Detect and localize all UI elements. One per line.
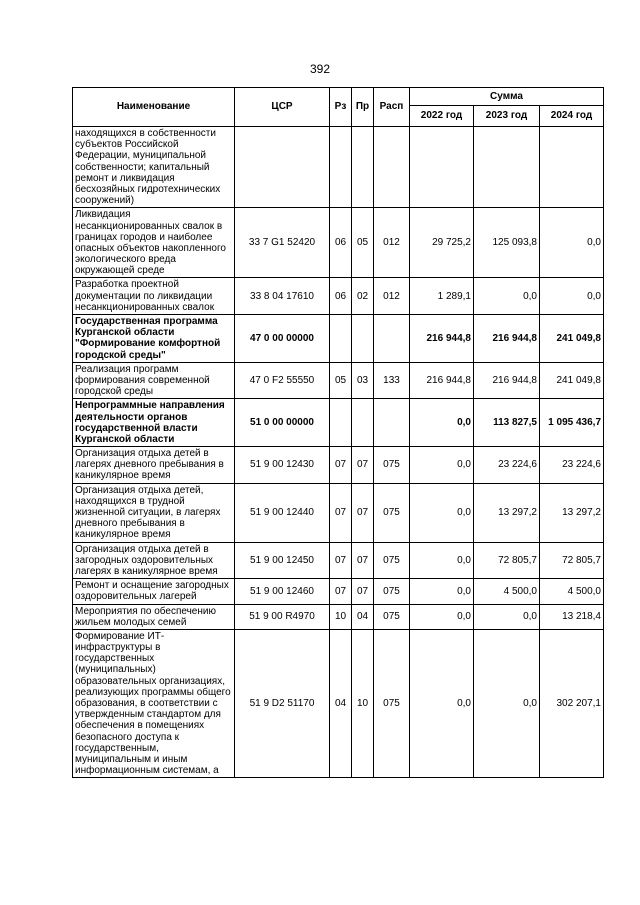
table-row: [73, 579, 604, 604]
cell-2023: 13 297,2: [474, 483, 540, 542]
cell-rasp: 012: [374, 278, 410, 315]
cell-csr: 51 9 D2 51170: [235, 629, 330, 777]
cell-name: Государственная программа Курганской области "Формирование комфортной городской среды": [73, 315, 235, 363]
cell-2024: 13 218,4: [540, 604, 604, 629]
cell-name: Формирование ИТ-инфраструктуры в государственных (муниципальных) образовательных организациях, реализующих программы общего образования, в соответствии с утвержденным стандартом для обеспечения в помещениях безопасного доступа к государственным, муниципальным и иным информационным системам, а: [73, 629, 235, 777]
budget-table: [72, 87, 604, 778]
table-row: [73, 399, 604, 447]
cell-name: Мероприятия по обеспечению жильем молодых семей: [73, 604, 235, 629]
header-rz: Рз: [330, 88, 352, 127]
cell-2024: 1 095 436,7: [540, 399, 604, 447]
cell-2023: 216 944,8: [474, 362, 540, 399]
cell-2023: 125 093,8: [474, 208, 540, 278]
cell-rz: [330, 315, 352, 363]
cell-csr: 33 8 04 17610: [235, 278, 330, 315]
cell-csr: 51 9 00 12440: [235, 483, 330, 542]
cell-2024: [540, 127, 604, 208]
table-row: [73, 483, 604, 542]
cell-rz: 07: [330, 542, 352, 579]
cell-rz: [330, 127, 352, 208]
cell-2022: 0,0: [410, 483, 474, 542]
table-row: [73, 604, 604, 629]
cell-csr: 51 9 00 12450: [235, 542, 330, 579]
cell-rz: 06: [330, 208, 352, 278]
cell-2023: 0,0: [474, 604, 540, 629]
cell-rasp: [374, 127, 410, 208]
header-pr: Пр: [352, 88, 374, 127]
cell-name: Реализация программ формирования современной городской среды: [73, 362, 235, 399]
cell-name: Организация отдыха детей в загородных оздоровительных лагерях в каникулярное время: [73, 542, 235, 579]
cell-2023: 4 500,0: [474, 579, 540, 604]
cell-name: Ликвидация несанкционированных свалок в границах городов и наиболее опасных объектов накопленного экологического вреда окружающей среде: [73, 208, 235, 278]
cell-rasp: 012: [374, 208, 410, 278]
cell-csr: 51 9 00 R4970: [235, 604, 330, 629]
cell-pr: 07: [352, 483, 374, 542]
cell-2024: 0,0: [540, 208, 604, 278]
cell-2024: 72 805,7: [540, 542, 604, 579]
cell-name: Организация отдыха детей в лагерях дневного пребывания в каникулярное время: [73, 447, 235, 484]
header-year-2023: 2023 год: [474, 106, 540, 127]
cell-pr: 05: [352, 208, 374, 278]
cell-pr: 02: [352, 278, 374, 315]
cell-csr: 51 9 00 12430: [235, 447, 330, 484]
cell-2022: 0,0: [410, 629, 474, 777]
table-row: [73, 315, 604, 363]
page-number: 392: [309, 62, 331, 76]
cell-2023: 72 805,7: [474, 542, 540, 579]
cell-rasp: 075: [374, 542, 410, 579]
cell-rz: 06: [330, 278, 352, 315]
cell-pr: [352, 399, 374, 447]
cell-pr: 04: [352, 604, 374, 629]
cell-2022: 1 289,1: [410, 278, 474, 315]
cell-name: Разработка проектной документации по ликвидации несанкционированных свалок: [73, 278, 235, 315]
cell-rasp: 075: [374, 579, 410, 604]
table-row: [73, 629, 604, 777]
cell-rz: 05: [330, 362, 352, 399]
cell-2022: [410, 127, 474, 208]
cell-2023: 0,0: [474, 278, 540, 315]
cell-pr: 07: [352, 542, 374, 579]
table-row: [73, 542, 604, 579]
cell-csr: 47 0 00 00000: [235, 315, 330, 363]
header-csr: ЦСР: [235, 88, 330, 127]
cell-rasp: [374, 315, 410, 363]
header-sum: Сумма: [410, 88, 604, 106]
cell-2024: 4 500,0: [540, 579, 604, 604]
cell-2024: 302 207,1: [540, 629, 604, 777]
cell-2022: 0,0: [410, 579, 474, 604]
cell-rasp: 075: [374, 483, 410, 542]
table-row: [73, 447, 604, 484]
cell-2024: 241 049,8: [540, 315, 604, 363]
table-row: [73, 208, 604, 278]
cell-rasp: [374, 399, 410, 447]
cell-2024: 0,0: [540, 278, 604, 315]
cell-2022: 0,0: [410, 447, 474, 484]
cell-rasp: 133: [374, 362, 410, 399]
cell-pr: 07: [352, 579, 374, 604]
header-year-2024: 2024 год: [540, 106, 604, 127]
cell-csr: 51 9 00 12460: [235, 579, 330, 604]
cell-rz: 10: [330, 604, 352, 629]
cell-rz: 04: [330, 629, 352, 777]
cell-2022: 0,0: [410, 542, 474, 579]
cell-pr: [352, 127, 374, 208]
cell-csr: 47 0 F2 55550: [235, 362, 330, 399]
cell-2022: 216 944,8: [410, 362, 474, 399]
cell-rz: 07: [330, 483, 352, 542]
table-row: [73, 127, 604, 208]
cell-name: находящихся в собственности субъектов Российской Федерации, муниципальной собственности; капитальный ремонт и ликвидация бесхозяйных гидротехнических сооружений): [73, 127, 235, 208]
cell-rasp: 075: [374, 447, 410, 484]
cell-pr: 07: [352, 447, 374, 484]
cell-name: Ремонт и оснащение загородных оздоровительных лагерей: [73, 579, 235, 604]
cell-2023: 0,0: [474, 629, 540, 777]
cell-2022: 0,0: [410, 604, 474, 629]
cell-pr: 03: [352, 362, 374, 399]
header-rasp: Расп: [374, 88, 410, 127]
cell-csr: 33 7 G1 52420: [235, 208, 330, 278]
cell-rz: 07: [330, 447, 352, 484]
header-year-2022: 2022 год: [410, 106, 474, 127]
cell-name: Организация отдыха детей, находящихся в трудной жизненной ситуации, в лагерях дневного пребывания в каникулярное время: [73, 483, 235, 542]
cell-2023: 23 224,6: [474, 447, 540, 484]
table-row: [73, 362, 604, 399]
cell-csr: [235, 127, 330, 208]
cell-2022: 216 944,8: [410, 315, 474, 363]
cell-2024: 23 224,6: [540, 447, 604, 484]
cell-pr: 10: [352, 629, 374, 777]
cell-rz: [330, 399, 352, 447]
cell-rz: 07: [330, 579, 352, 604]
cell-2023: 113 827,5: [474, 399, 540, 447]
cell-2022: 29 725,2: [410, 208, 474, 278]
table-body: [73, 127, 604, 778]
cell-2022: 0,0: [410, 399, 474, 447]
cell-rasp: 075: [374, 604, 410, 629]
table-row: [73, 278, 604, 315]
cell-csr: 51 0 00 00000: [235, 399, 330, 447]
cell-2024: 241 049,8: [540, 362, 604, 399]
cell-2023: [474, 127, 540, 208]
header-name: Наименование: [73, 88, 235, 127]
cell-2024: 13 297,2: [540, 483, 604, 542]
cell-rasp: 075: [374, 629, 410, 777]
cell-pr: [352, 315, 374, 363]
cell-name: Непрограммные направления деятельности органов государственной власти Курганской области: [73, 399, 235, 447]
cell-2023: 216 944,8: [474, 315, 540, 363]
